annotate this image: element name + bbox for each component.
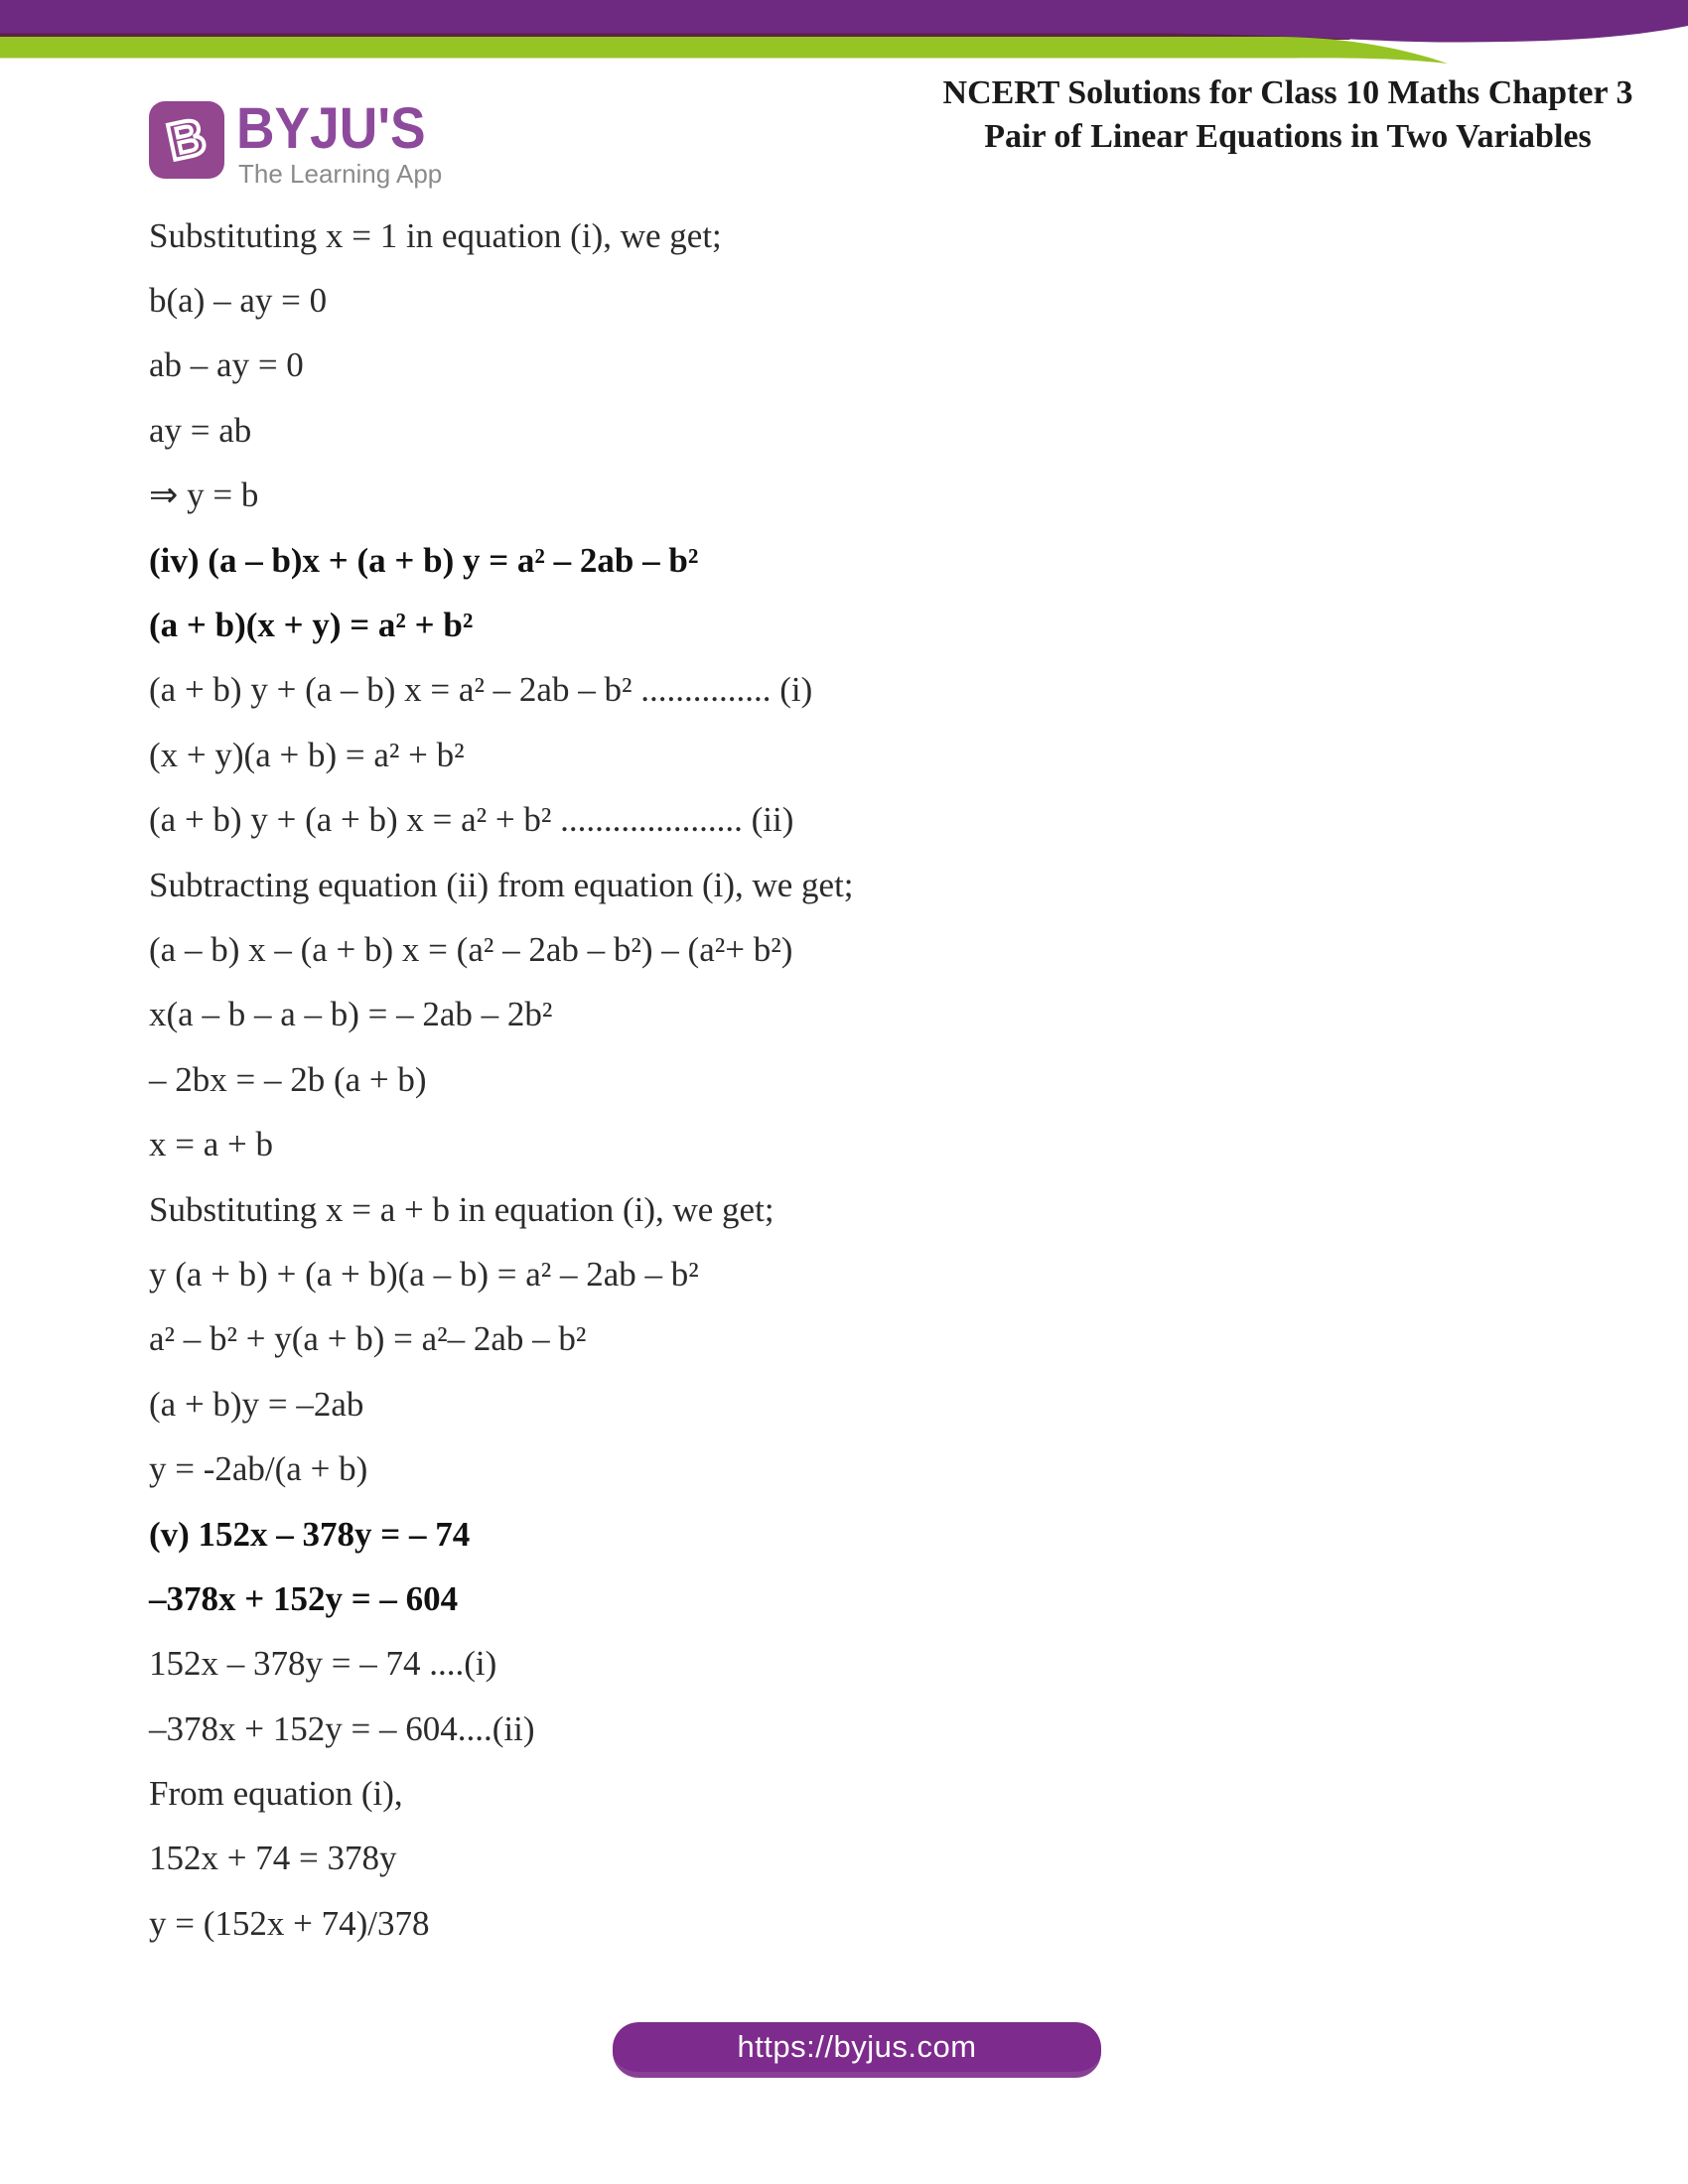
math-line: (a – b) x – (a + b) x = (a² – 2ab – b²) – (a²+ b²) xyxy=(149,929,793,969)
math-line: Subtracting equation (ii) from equation (i), we get; xyxy=(149,865,854,904)
math-line: Substituting x = 1 in equation (i), we get; xyxy=(149,215,722,255)
math-line: 152x – 378y = – 74 ....(i) xyxy=(149,1644,497,1684)
byjus-url-label: https://byjus.com xyxy=(737,2029,977,2064)
header-green-band-shape xyxy=(0,37,1448,64)
math-line: Substituting x = a + b in equation (i), we get; xyxy=(149,1189,774,1229)
math-line: ab – ay = 0 xyxy=(149,345,304,385)
math-line: y (a + b) + (a + b)(a – b) = a² – 2ab – b² xyxy=(149,1254,699,1294)
page-title-line2: Pair of Linear Equations in Two Variables xyxy=(984,118,1592,155)
math-line: – 2bx = – 2b (a + b) xyxy=(149,1059,427,1099)
math-line: (a + b)y = –2ab xyxy=(149,1384,364,1424)
byjus-tagline: The Learning App xyxy=(238,159,443,189)
math-line: From equation (i), xyxy=(149,1774,403,1814)
byjus-b-glyph-icon: B xyxy=(162,107,211,173)
byjus-brand-text: BYJU'S xyxy=(236,96,426,161)
math-line: y = -2ab/(a + b) xyxy=(149,1449,368,1489)
page-title-line1: NCERT Solutions for Class 10 Maths Chapter 3 xyxy=(942,74,1633,111)
math-line: x = a + b xyxy=(149,1125,274,1164)
math-line: (a + b) y + (a + b) x = a² + b² ..................... (ii) xyxy=(149,800,794,840)
math-line: a² – b² + y(a + b) = a²– 2ab – b² xyxy=(149,1319,587,1359)
math-line-part-v-heading: (v) 152x – 378y = – 74 xyxy=(149,1514,471,1554)
math-line: –378x + 152y = – 604....(ii) xyxy=(149,1708,535,1748)
math-line: ay = ab xyxy=(149,410,252,450)
byjus-logo xyxy=(149,97,645,206)
math-line: ⇒ y = b xyxy=(149,476,259,515)
math-line: (x + y)(a + b) = a² + b² xyxy=(149,735,465,774)
byjus-url-button[interactable] xyxy=(613,2022,1101,2078)
math-line: b(a) – ay = 0 xyxy=(149,281,328,321)
math-line-part-iv-heading: (iv) (a – b)x + (a + b) y = a² – 2ab – b² xyxy=(149,540,699,580)
math-line: y = (152x + 74)/378 xyxy=(149,1903,430,1943)
math-line-part-v-heading: –378x + 152y = – 604 xyxy=(149,1578,459,1618)
math-line: x(a – b – a – b) = – 2ab – 2b² xyxy=(149,995,553,1034)
math-line: 152x + 74 = 378y xyxy=(149,1839,397,1878)
solution-body xyxy=(149,204,1589,1957)
math-line-part-iv-heading: (a + b)(x + y) = a² + b² xyxy=(149,606,474,645)
byjus-logo-icon xyxy=(149,101,224,179)
page-title xyxy=(906,71,1670,159)
math-line: (a + b) y + (a – b) x = a² – 2ab – b² ............... (i) xyxy=(149,670,813,710)
